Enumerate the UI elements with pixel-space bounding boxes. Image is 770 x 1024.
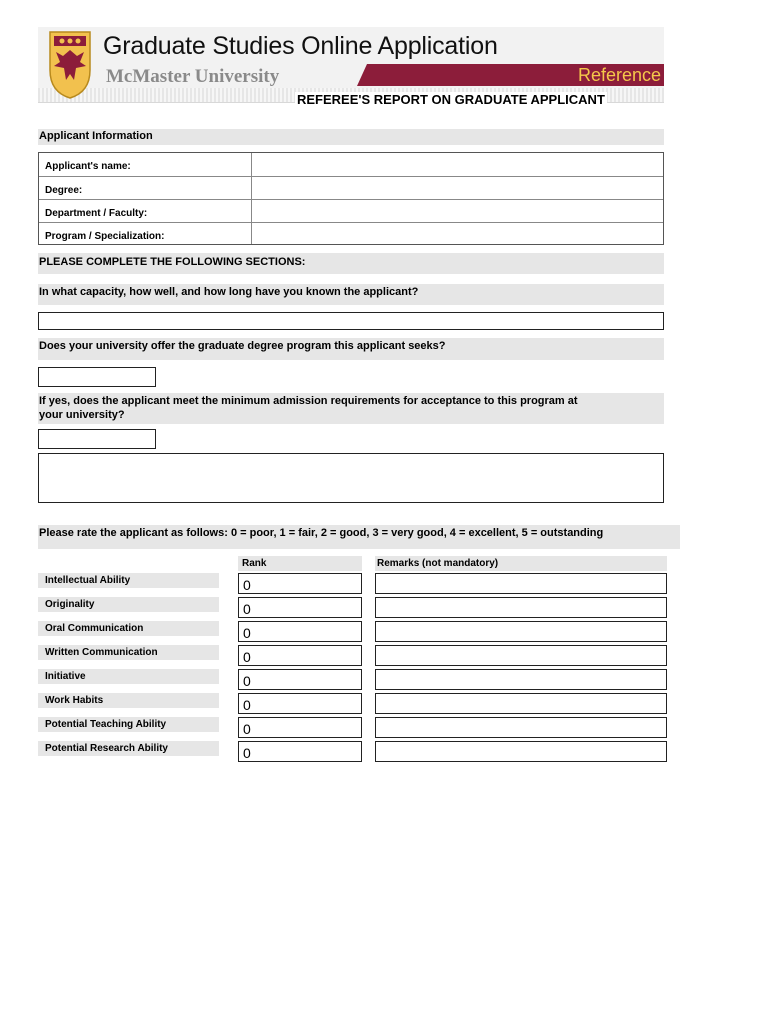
applicant-info-heading [38, 129, 664, 145]
remarks-input[interactable] [375, 669, 667, 690]
department-label: Department / Faculty: [45, 208, 148, 219]
remarks-input[interactable] [375, 573, 667, 594]
remarks-input[interactable] [375, 645, 667, 666]
mcmaster-crest-icon [46, 30, 94, 100]
criterion-potential-teaching: Potential Teaching Ability [38, 717, 219, 732]
document-title: REFEREE'S REPORT ON GRADUATE APPLICANT [297, 92, 605, 107]
rating-instruction [38, 525, 680, 549]
sections-heading [38, 253, 664, 274]
remarks-input[interactable] [375, 597, 667, 618]
criterion-originality: Originality [38, 597, 219, 612]
question-admission-line1: If yes, does the applicant meet the minimum admission requirements for acceptance to this program at [39, 395, 578, 407]
university-name: McMaster University [106, 66, 280, 87]
remarks-input[interactable] [375, 621, 667, 642]
degree-label: Degree: [45, 185, 83, 196]
applicant-row [39, 176, 663, 199]
column-divider [251, 177, 252, 199]
rank-input[interactable]: 0 [238, 621, 362, 642]
program-label: Program / Specialization: [45, 231, 165, 242]
degree-field[interactable] [253, 178, 661, 199]
app-title: Graduate Studies Online Application [103, 32, 498, 60]
rank-header: Rank [238, 556, 362, 571]
applicant-name-field[interactable] [253, 154, 661, 175]
applicant-row [39, 222, 663, 244]
question-admission-requirements [38, 393, 664, 424]
admission-comments-input[interactable] [38, 453, 664, 503]
column-divider [251, 200, 252, 222]
applicant-row [39, 199, 663, 222]
reference-label: Reference [578, 65, 662, 85]
applicant-row [39, 153, 663, 176]
question-admission-line2: your university? [39, 409, 125, 421]
rank-input[interactable]: 0 [238, 741, 362, 762]
criterion-work-habits: Work Habits [38, 693, 219, 708]
rank-input[interactable]: 0 [238, 573, 362, 594]
program-offered-input[interactable] [38, 367, 156, 387]
rank-input[interactable]: 0 [238, 645, 362, 666]
criterion-initiative: Initiative [38, 669, 219, 684]
question-known-applicant-text: In what capacity, how well, and how long have you known the applicant? [39, 286, 419, 298]
department-field[interactable] [253, 201, 661, 222]
admission-requirements-input[interactable] [38, 429, 156, 449]
known-applicant-input[interactable] [38, 312, 664, 330]
applicant-info-heading-text: Applicant Information [39, 130, 153, 142]
criterion-intellectual-ability: Intellectual Ability [38, 573, 219, 588]
remarks-input[interactable] [375, 717, 667, 738]
sections-heading-text: PLEASE COMPLETE THE FOLLOWING SECTIONS: [39, 256, 306, 268]
column-divider [251, 153, 252, 176]
column-divider [251, 223, 252, 244]
question-known-applicant [38, 284, 664, 305]
program-field[interactable] [253, 224, 661, 244]
rank-input[interactable]: 0 [238, 669, 362, 690]
remarks-header: Remarks (not mandatory) [375, 556, 667, 571]
question-program-offered [38, 338, 664, 360]
rank-input[interactable]: 0 [238, 597, 362, 618]
criterion-written-communication: Written Communication [38, 645, 219, 660]
criterion-oral-communication: Oral Communication [38, 621, 219, 636]
applicant-info-table [38, 152, 664, 245]
rating-instruction-text: Please rate the applicant as follows: 0 = poor, 1 = fair, 2 = good, 3 = very good, 4 = excellent, 5 = outstanding [39, 527, 604, 539]
remarks-input[interactable] [375, 693, 667, 714]
question-program-offered-text: Does your university offer the graduate degree program this applicant seeks? [39, 340, 446, 352]
rank-input[interactable]: 0 [238, 693, 362, 714]
applicant-name-label: Applicant's name: [45, 161, 131, 172]
criterion-potential-research: Potential Research Ability [38, 741, 219, 756]
rank-input[interactable]: 0 [238, 717, 362, 738]
remarks-input[interactable] [375, 741, 667, 762]
